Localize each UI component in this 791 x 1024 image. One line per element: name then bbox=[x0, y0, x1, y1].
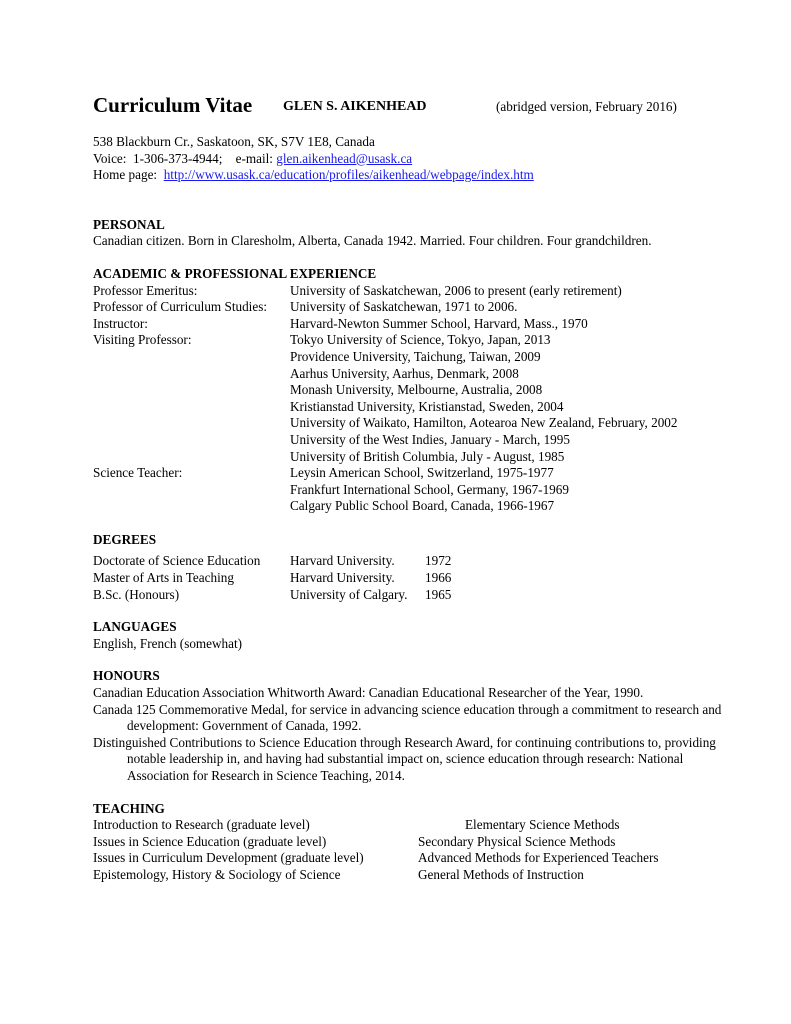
document-title: Curriculum Vitae bbox=[93, 93, 253, 117]
experience-role bbox=[93, 399, 290, 416]
experience-role bbox=[93, 382, 290, 399]
experience-row bbox=[93, 482, 733, 499]
degree-row bbox=[93, 587, 733, 604]
degrees-list bbox=[93, 553, 733, 603]
experience-role bbox=[93, 415, 290, 432]
honours-heading: HONOURS bbox=[93, 668, 160, 684]
experience-list bbox=[93, 283, 733, 515]
experience-row bbox=[93, 415, 733, 432]
experience-role: Visiting Professor: bbox=[93, 332, 192, 348]
experience-row bbox=[93, 449, 733, 466]
honours-section bbox=[93, 668, 733, 784]
experience-role bbox=[93, 349, 290, 366]
homepage-line bbox=[93, 167, 733, 184]
cv-page bbox=[93, 92, 733, 884]
address: 538 Blackburn Cr., Saskatoon, SK, S7V 1E8, Canada bbox=[93, 134, 375, 149]
voice-email-line bbox=[93, 151, 733, 168]
teaching-course-left: Introduction to Research (graduate level) bbox=[93, 817, 310, 833]
experience-role bbox=[93, 498, 290, 515]
experience-detail: Tokyo University of Science, Tokyo, Japan, 2013 bbox=[290, 332, 551, 348]
experience-section bbox=[93, 266, 733, 515]
degree-row bbox=[93, 570, 733, 587]
degree-year: 1966 bbox=[425, 570, 452, 586]
honour-item: Canada 125 Commemorative Medal, for service in advancing science education through a commitment to research and development: Government of Canada, 1992. bbox=[93, 701, 722, 734]
experience-detail: Kristianstad University, Kristianstad, Sweden, 2004 bbox=[290, 398, 564, 414]
experience-row bbox=[93, 299, 733, 316]
experience-role: Instructor: bbox=[93, 315, 148, 331]
experience-row bbox=[93, 332, 733, 349]
teaching-row bbox=[93, 817, 733, 834]
teaching-list bbox=[93, 817, 733, 883]
teaching-row bbox=[93, 850, 733, 867]
header bbox=[93, 92, 733, 122]
experience-row bbox=[93, 382, 733, 399]
experience-detail: Monash University, Melbourne, Australia, 2008 bbox=[290, 382, 543, 398]
teaching-heading: TEACHING bbox=[93, 800, 165, 816]
version-note: (abridged version, February 2016) bbox=[496, 99, 677, 114]
experience-role: Professor Emeritus: bbox=[93, 282, 198, 298]
experience-detail: University of Saskatchewan, 2006 to present (early retirement) bbox=[290, 282, 622, 298]
degree-year: 1972 bbox=[425, 553, 452, 569]
experience-row bbox=[93, 349, 733, 366]
honours-list bbox=[93, 685, 733, 785]
experience-detail: Harvard-Newton Summer School, Harvard, Mass., 1970 bbox=[290, 315, 588, 331]
languages-section bbox=[93, 619, 733, 652]
voice-label: Voice: 1-306-373-4944; e-mail: bbox=[93, 150, 277, 166]
experience-row bbox=[93, 498, 733, 515]
experience-detail: Providence University, Taichung, Taiwan, 2009 bbox=[290, 348, 541, 364]
teaching-course-right: Elementary Science Methods bbox=[465, 817, 620, 833]
experience-row bbox=[93, 283, 733, 300]
degree-row bbox=[93, 553, 733, 570]
experience-role bbox=[93, 482, 290, 499]
experience-row bbox=[93, 316, 733, 333]
degree-name: B.Sc. (Honours) bbox=[93, 586, 180, 602]
teaching-course-right: General Methods of Instruction bbox=[418, 866, 584, 882]
degrees-section bbox=[93, 532, 733, 603]
languages-heading: LANGUAGES bbox=[93, 619, 177, 635]
experience-role: Professor of Curriculum Studies: bbox=[93, 299, 267, 315]
languages-text: English, French (somewhat) bbox=[93, 635, 243, 651]
experience-detail: University of Waikato, Hamilton, Aotearoa New Zealand, February, 2002 bbox=[290, 415, 678, 431]
experience-role bbox=[93, 366, 290, 383]
teaching-course-left: Issues in Science Education (graduate level) bbox=[93, 833, 327, 849]
honour-item: Distinguished Contributions to Science Education through Research Award, for continuing contributions to, providing notable leadership in, and having had substantial impact on, science education through research: National Association for Research in Science Teaching, 2014. bbox=[93, 734, 716, 783]
experience-row bbox=[93, 465, 733, 482]
degrees-heading: DEGREES bbox=[93, 531, 157, 547]
teaching-course-left: Epistemology, History & Sociology of Science bbox=[93, 866, 341, 882]
degree-year: 1965 bbox=[425, 586, 452, 602]
honour-item: Canadian Education Association Whitworth Award: Canadian Educational Researcher of the Year, 1990. bbox=[93, 685, 644, 701]
degree-institution: Harvard University. bbox=[290, 570, 395, 586]
contact-block bbox=[93, 134, 733, 184]
experience-row bbox=[93, 399, 733, 416]
homepage-link[interactable]: http://www.usask.ca/education/profiles/aikenhead/webpage/index.htm bbox=[163, 167, 534, 183]
teaching-course-right: Advanced Methods for Experienced Teachers bbox=[418, 850, 659, 866]
teaching-section bbox=[93, 801, 733, 884]
degree-institution: University of Calgary. bbox=[290, 586, 408, 602]
experience-role: Science Teacher: bbox=[93, 465, 183, 481]
experience-detail: Calgary Public School Board, Canada, 1966-1967 bbox=[290, 498, 555, 514]
degree-name: Doctorate of Science Education bbox=[93, 553, 261, 569]
experience-detail: Aarhus University, Aarhus, Denmark, 2008 bbox=[290, 365, 519, 381]
experience-detail: University of Saskatchewan, 1971 to 2006. bbox=[290, 299, 518, 315]
experience-detail: University of the West Indies, January - March, 1995 bbox=[290, 431, 570, 447]
personal-text: Canadian citizen. Born in Claresholm, Alberta, Canada 1942. Married. Four children. Four grandchildren. bbox=[93, 233, 652, 249]
teaching-row bbox=[93, 834, 733, 851]
degree-institution: Harvard University. bbox=[290, 553, 395, 569]
experience-role bbox=[93, 449, 290, 466]
degree-name: Master of Arts in Teaching bbox=[93, 570, 234, 586]
experience-row bbox=[93, 366, 733, 383]
author-name: GLEN S. AIKENHEAD bbox=[283, 99, 427, 114]
teaching-course-left: Issues in Curriculum Development (graduate level) bbox=[93, 850, 364, 866]
experience-role bbox=[93, 432, 290, 449]
personal-section bbox=[93, 217, 733, 250]
personal-heading: PERSONAL bbox=[93, 216, 165, 232]
experience-heading: ACADEMIC & PROFESSIONAL EXPERIENCE bbox=[93, 265, 377, 281]
teaching-course-right: Secondary Physical Science Methods bbox=[418, 833, 616, 849]
teaching-row bbox=[93, 867, 733, 884]
experience-detail: Leysin American School, Switzerland, 1975-1977 bbox=[290, 465, 554, 481]
email-link[interactable]: glen.aikenhead@usask.ca bbox=[276, 150, 413, 166]
homepage-label: Home page: bbox=[93, 167, 164, 183]
experience-detail: University of British Columbia, July - August, 1985 bbox=[290, 448, 565, 464]
experience-detail: Frankfurt International School, Germany, 1967-1969 bbox=[290, 481, 569, 497]
experience-row bbox=[93, 432, 733, 449]
